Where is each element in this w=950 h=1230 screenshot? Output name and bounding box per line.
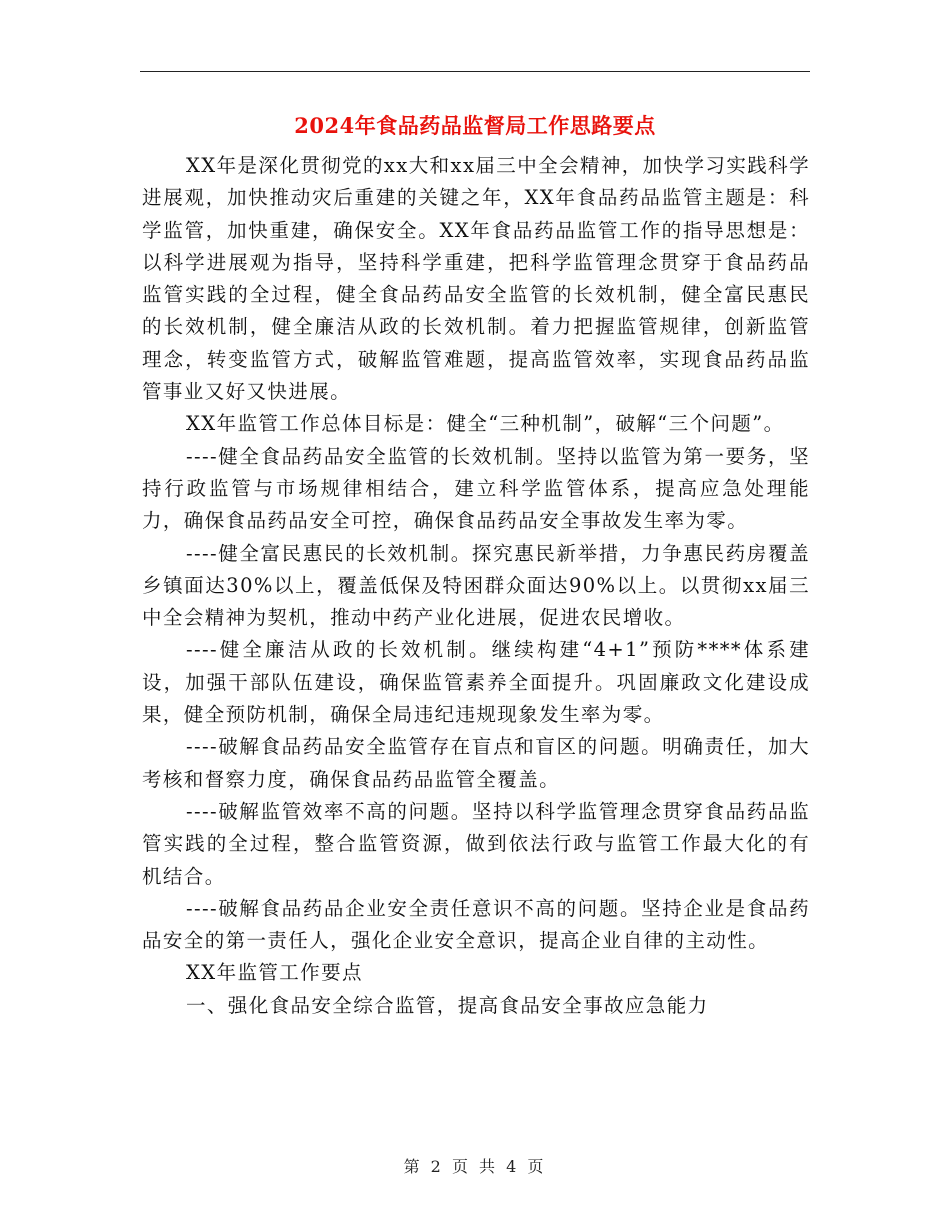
header-rule (140, 71, 810, 72)
paragraph: XX年是深化贯彻党的xx大和xx届三中全会精神，加快学习实践科学进展观，加快推动灾后重建的关键之年，XX年食品药品监管主题是：科学监管，加快重建，确保安全。XX年食品药品监管工作的指导思想是：以科学进展观为指导，坚持科学重建，把科学监管理念贯穿于食品药品监管实践的全过程，健全食品药品安全监管的长效机制，健全富民惠民的长效机制，健全廉洁从政的长效机制。着力把握监管规律，创新监管理念，转变监管方式，破解监管难题，提高监管效率，实现食品药品监管事业又好又快进展。 (142, 154, 810, 404)
document-body (142, 150, 810, 1022)
section-heading: XX年监管工作要点 (186, 961, 363, 985)
paragraph: ----破解监管效率不高的问题。坚持以科学监管理念贯穿食品药品监管实践的全过程，整合监管资源，做到依法行政与监管工作最大化的有机结合。 (142, 799, 810, 888)
paragraph: ----健全廉洁从政的长效机制。继续构建“4+1”预防****体系建设，加强干部队伍建设，确保监管素养全面提升。巩固廉政文化建设成果，健全预防机制，确保全局违纪违规现象发生率为零。 (142, 638, 810, 727)
page-number: 第 2 页 共 4 页 (403, 1157, 547, 1176)
paragraph: XX年监管工作总体目标是：健全“三种机制”，破解“三个问题”。 (186, 412, 785, 436)
paragraph: ----健全食品药品安全监管的长效机制。坚持以监管为第一要务，坚持行政监管与市场规律相结合，建立科学监管体系，提高应急处理能力，确保食品药品安全可控，确保食品药品安全事故发生率为零。 (142, 444, 810, 533)
paragraph: ----破解食品药品安全监管存在盲点和盲区的问题。明确责任，加大考核和督察力度，确保食品药品监管全覆盖。 (142, 735, 810, 791)
paragraph: ----破解食品药品企业安全责任意识不高的问题。坚持企业是食品药品安全的第一责任人，强化企业安全意识，提高企业自律的主动性。 (142, 896, 810, 953)
subsection-heading: 一、强化食品安全综合监管，提高食品安全事故应急能力 (186, 993, 709, 1017)
paragraph: ----健全富民惠民的长效机制。探究惠民新举措，力争惠民药房覆盖乡镇面达30%以上，覆盖低保及特困群众面达90%以上。以贯彻xx届三中全会精神为契机，推动中药产业化进展，促进农民增收。 (142, 541, 810, 630)
document-title: 2024年食品药品监督局工作思路要点 (294, 113, 656, 138)
